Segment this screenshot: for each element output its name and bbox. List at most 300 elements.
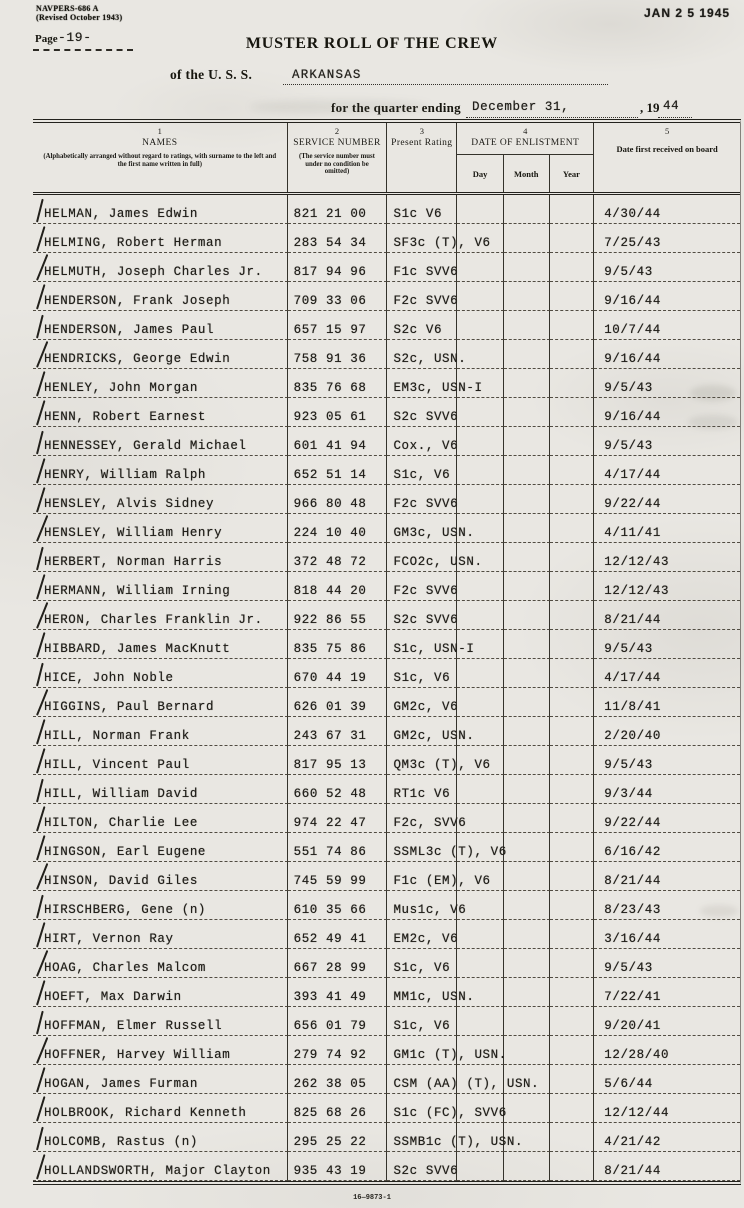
column-number: 2 (334, 126, 340, 136)
subcolumn-year: Year (562, 168, 580, 179)
present-rating-cell (387, 920, 457, 949)
present-rating: S2c SVV6 (393, 613, 459, 627)
muster-table-body (33, 195, 740, 1181)
year-prefix: , 19 (640, 100, 660, 115)
column-title: DATE OF ENLISTMENT (471, 138, 580, 148)
date-first-received: 11/8/41 (604, 700, 661, 714)
service-number-cell (288, 1007, 388, 1036)
service-number-cell (288, 717, 388, 746)
service-number: 601 41 94 (293, 439, 367, 453)
date-received-cell (594, 543, 740, 572)
table-row (33, 630, 740, 659)
date-received-cell (594, 1036, 740, 1065)
crew-member-name: HIRSCHBERG, Gene (n) (44, 903, 207, 917)
enlistment-month-cell (504, 195, 550, 224)
enlistment-year-cell (550, 1007, 594, 1036)
present-rating-cell (387, 1065, 540, 1094)
enlistment-day-cell (457, 311, 504, 340)
table-row (33, 833, 740, 862)
crew-member-name: HELMUTH, Joseph Charles Jr. (44, 265, 263, 279)
ship-name: ARKANSAS (292, 68, 362, 82)
subcolumn-month: Month (504, 155, 550, 192)
enlistment-year-cell (550, 978, 594, 1007)
service-number-cell (288, 601, 388, 630)
present-rating: S2c, USN. (393, 352, 467, 366)
service-number: 818 44 20 (293, 584, 367, 598)
present-rating: S2c V6 (393, 323, 443, 337)
quarter-date-line (466, 117, 638, 118)
page-label: Page (35, 33, 58, 45)
present-rating-cell (387, 340, 467, 369)
column-title: NAMES (142, 138, 178, 148)
present-rating: SF3c (T), V6 (393, 236, 491, 250)
date-received-cell (594, 340, 740, 369)
date-first-received: 8/21/44 (604, 874, 661, 888)
table-row (33, 775, 740, 804)
present-rating-cell (387, 572, 457, 601)
date-first-received: 8/21/44 (604, 1164, 661, 1178)
checkmark-icon (36, 1127, 44, 1151)
enlistment-month-cell (504, 224, 550, 253)
present-rating-cell (387, 949, 457, 978)
enlistment-year-cell (550, 1123, 594, 1152)
date-received-cell (594, 398, 740, 427)
date-received-cell (594, 949, 740, 978)
table-row (33, 427, 740, 456)
enlistment-month-cell (504, 717, 550, 746)
table-row (33, 572, 740, 601)
column-number: 1 (157, 126, 162, 136)
column-number: 4 (523, 126, 528, 136)
name-cell (33, 224, 288, 253)
crew-member-name: HELMAN, James Edwin (44, 207, 198, 221)
date-received-cell (594, 1152, 740, 1181)
table-row (33, 920, 740, 949)
present-rating: F2c SVV6 (393, 294, 459, 308)
present-rating-cell (387, 1094, 507, 1123)
present-rating: F2c SVV6 (393, 497, 459, 511)
date-first-received: 9/16/44 (604, 294, 661, 308)
enlistment-year-cell (550, 427, 594, 456)
table-row (33, 543, 740, 572)
column-header-date-first-received (594, 123, 740, 192)
crew-member-name: HOLBROOK, Richard Kenneth (44, 1106, 247, 1120)
date-received-cell (594, 804, 740, 833)
present-rating-cell (387, 833, 507, 862)
date-first-received: 7/22/41 (604, 990, 661, 1004)
date-first-received: 12/12/43 (604, 584, 670, 598)
enlistment-year-cell (550, 195, 594, 224)
present-rating: EM3c, USN-I (393, 381, 483, 395)
service-number: 817 95 13 (293, 758, 367, 772)
enlistment-day-cell (457, 485, 504, 514)
service-number: 974 22 47 (293, 816, 367, 830)
service-number-cell (288, 485, 388, 514)
present-rating: GM2c, V6 (393, 700, 459, 714)
date-received-cell (594, 1094, 740, 1123)
date-first-received: 9/22/44 (604, 816, 661, 830)
service-number: 652 51 14 (293, 468, 367, 482)
enlistment-year-cell (550, 1094, 594, 1123)
service-number-cell (288, 1152, 388, 1181)
name-cell (33, 862, 288, 891)
service-number: 295 25 22 (293, 1135, 367, 1149)
table-row (33, 311, 740, 340)
name-cell (33, 456, 288, 485)
date-received-cell (594, 601, 740, 630)
date-received-cell (594, 688, 740, 717)
service-number-cell (288, 195, 388, 224)
date-received-cell (594, 717, 740, 746)
name-cell (33, 601, 288, 630)
crew-member-name: HELMING, Robert Herman (44, 236, 223, 250)
date-first-received: 9/16/44 (604, 352, 661, 366)
service-number: 670 44 19 (293, 671, 367, 685)
service-number: 923 05 61 (293, 410, 367, 424)
present-rating: S1c, V6 (393, 671, 451, 685)
enlistment-day-cell (457, 659, 504, 688)
crew-member-name: HOEFT, Max Darwin (44, 990, 182, 1004)
enlistment-day-cell (457, 688, 504, 717)
enlistment-month-cell (504, 1036, 550, 1065)
table-row (33, 659, 740, 688)
date-received-cell (594, 746, 740, 775)
table-row (33, 485, 740, 514)
present-rating-cell (387, 224, 491, 253)
table-row (33, 514, 740, 543)
present-rating: S1c (FC), SVV6 (393, 1106, 507, 1120)
checkmark-icon (36, 315, 44, 339)
present-rating-cell (387, 398, 457, 427)
enlistment-year-cell (550, 485, 594, 514)
name-cell (33, 804, 288, 833)
service-number-cell (288, 543, 388, 572)
name-cell (33, 630, 288, 659)
service-number-cell (288, 398, 388, 427)
service-number-cell (288, 514, 388, 543)
service-number: 372 48 72 (293, 555, 367, 569)
present-rating-cell (387, 514, 475, 543)
crew-member-name: HIBBARD, James MacKnutt (44, 642, 231, 656)
present-rating: S1c, USN-I (393, 642, 475, 656)
service-number: 745 59 99 (293, 874, 367, 888)
service-number-cell (288, 688, 388, 717)
present-rating-cell (387, 746, 491, 775)
date-first-received: 9/3/44 (604, 787, 653, 801)
table-row (33, 340, 740, 369)
service-number: 656 01 79 (293, 1019, 367, 1033)
present-rating-cell (387, 775, 457, 804)
date-received-cell (594, 630, 740, 659)
name-cell (33, 659, 288, 688)
crew-member-name: HOFFMAN, Elmer Russell (44, 1019, 223, 1033)
checkmark-icon (36, 779, 44, 803)
crew-member-name: HENDERSON, James Paul (44, 323, 215, 337)
column-header-service-number (288, 123, 388, 192)
enlistment-year-cell (550, 253, 594, 282)
enlistment-year-cell (550, 775, 594, 804)
service-number-cell (288, 659, 388, 688)
present-rating: F2c SVV6 (393, 584, 459, 598)
enlistment-year-cell (550, 688, 594, 717)
enlistment-year-cell (550, 949, 594, 978)
enlistment-day-cell (457, 949, 504, 978)
checkmark-icon (36, 431, 44, 455)
table-row (33, 253, 740, 282)
enlistment-month-cell (504, 891, 550, 920)
enlistment-day-cell (457, 572, 504, 601)
present-rating: EM2c, V6 (393, 932, 459, 946)
name-cell (33, 1036, 288, 1065)
name-cell (33, 340, 288, 369)
enlistment-day-cell (457, 427, 504, 456)
date-received-cell (594, 775, 740, 804)
enlistment-year-cell (550, 1065, 594, 1094)
name-cell (33, 1123, 288, 1152)
service-number-cell (288, 427, 388, 456)
enlistment-year-cell (550, 920, 594, 949)
enlistment-year-cell (550, 601, 594, 630)
name-cell (33, 572, 288, 601)
form-number-stamp (36, 4, 122, 22)
date-received-cell (594, 253, 740, 282)
enlistment-year-cell (550, 717, 594, 746)
present-rating: MM1c, USN. (393, 990, 475, 1004)
enlistment-month-cell (504, 630, 550, 659)
checkmark-icon (36, 663, 44, 687)
present-rating: CSM (AA) (T), USN. (393, 1077, 540, 1091)
present-rating-cell (387, 1036, 507, 1065)
table-row (33, 1065, 740, 1094)
column-title: SERVICE NUMBER (293, 138, 381, 148)
service-number: 758 91 36 (293, 352, 367, 366)
service-number: 817 94 96 (293, 265, 367, 279)
date-received-cell (594, 224, 740, 253)
present-rating: QM3c (T), V6 (393, 758, 491, 772)
enlistment-month-cell (504, 340, 550, 369)
name-cell (33, 1094, 288, 1123)
service-number-cell (288, 862, 388, 891)
present-rating: GM3c, USN. (393, 526, 475, 540)
enlistment-month-cell (504, 427, 550, 456)
name-cell (33, 485, 288, 514)
date-first-received: 4/17/44 (604, 671, 661, 685)
enlistment-month-cell (504, 456, 550, 485)
table-header (33, 123, 740, 195)
table-row (33, 978, 740, 1007)
service-number: 262 38 05 (293, 1077, 367, 1091)
present-rating: SSML3c (T), V6 (393, 845, 507, 859)
present-rating-cell (387, 543, 483, 572)
date-received-cell (594, 1123, 740, 1152)
table-row (33, 1152, 740, 1181)
enlistment-month-cell (504, 978, 550, 1007)
present-rating: F1c (EM), V6 (393, 874, 491, 888)
service-number: 660 52 48 (293, 787, 367, 801)
enlistment-month-cell (504, 1094, 550, 1123)
date-received-cell (594, 862, 740, 891)
crew-member-name: HILL, Norman Frank (44, 729, 190, 743)
enlistment-month-cell (504, 1152, 550, 1181)
present-rating: RT1c V6 (393, 787, 451, 801)
service-number-cell (288, 833, 388, 862)
date-first-received: 7/25/43 (604, 236, 661, 250)
date-received-cell (594, 891, 740, 920)
date-received-cell (594, 311, 740, 340)
crew-member-name: HERBERT, Norman Harris (44, 555, 223, 569)
date-first-received: 12/12/44 (604, 1106, 670, 1120)
present-rating-cell (387, 195, 457, 224)
service-number-cell (288, 369, 388, 398)
table-row (33, 746, 740, 775)
present-rating-cell (387, 369, 483, 398)
date-received-cell (594, 427, 740, 456)
enlistment-year-cell (550, 659, 594, 688)
enlistment-month-cell (504, 572, 550, 601)
crew-member-name: HOFFNER, Harvey William (44, 1048, 231, 1062)
date-first-received: 8/23/43 (604, 903, 661, 917)
date-first-received: 4/17/44 (604, 468, 661, 482)
name-cell (33, 833, 288, 862)
service-number-cell (288, 572, 388, 601)
date-first-received: 4/30/44 (604, 207, 661, 221)
service-number: 667 28 99 (293, 961, 367, 975)
service-number: 551 74 86 (293, 845, 367, 859)
date-first-received: 6/16/42 (604, 845, 661, 859)
crew-member-name: HENSLEY, William Henry (44, 526, 223, 540)
crew-member-name: HINSON, David Giles (44, 874, 198, 888)
enlistment-year-cell (550, 543, 594, 572)
service-number-cell (288, 920, 388, 949)
year-line (658, 117, 692, 118)
column-title: Date first received on board (616, 144, 718, 154)
service-number: 610 35 66 (293, 903, 367, 917)
enlistment-day-cell (457, 920, 504, 949)
enlistment-month-cell (504, 543, 550, 572)
date-received-cell (594, 572, 740, 601)
present-rating: S1c, V6 (393, 1019, 451, 1033)
date-first-received: 2/20/40 (604, 729, 661, 743)
date-first-received: 9/16/44 (604, 410, 661, 424)
table-row (33, 601, 740, 630)
enlistment-header-top (457, 123, 593, 155)
crew-member-name: HOLCOMB, Rastus (n) (44, 1135, 198, 1149)
name-cell (33, 949, 288, 978)
date-first-received: 8/21/44 (604, 613, 661, 627)
present-rating-cell (387, 485, 457, 514)
enlistment-month-cell (504, 253, 550, 282)
enlistment-month-cell (504, 282, 550, 311)
crew-member-name: HIRT, Vernon Ray (44, 932, 174, 946)
muster-roll-table (33, 119, 741, 1185)
date-received-cell (594, 485, 740, 514)
column-number: 5 (665, 126, 670, 136)
service-number-cell (288, 1123, 388, 1152)
name-cell (33, 978, 288, 1007)
service-number-cell (288, 949, 388, 978)
service-number: 279 74 92 (293, 1048, 367, 1062)
present-rating-cell (387, 717, 475, 746)
checkmark-icon (36, 199, 44, 223)
service-number: 922 86 55 (293, 613, 367, 627)
present-rating: SSMB1c (T), USN. (393, 1135, 524, 1149)
service-number-cell (288, 1065, 388, 1094)
name-cell (33, 1007, 288, 1036)
table-row (33, 804, 740, 833)
column-header-names (33, 123, 288, 192)
service-number: 709 33 06 (293, 294, 367, 308)
present-rating-cell (387, 862, 491, 891)
enlistment-year-cell (550, 224, 594, 253)
enlistment-month-cell (504, 688, 550, 717)
enlistment-year-cell (550, 311, 594, 340)
service-number-cell (288, 630, 388, 659)
date-received-cell (594, 195, 740, 224)
date-received-cell (594, 1065, 740, 1094)
service-number-cell (288, 224, 388, 253)
date-first-received: 12/12/43 (604, 555, 670, 569)
date-first-received: 9/5/43 (604, 758, 653, 772)
present-rating: S2c SVV6 (393, 410, 459, 424)
service-number: 657 15 97 (293, 323, 367, 337)
enlistment-day-cell (457, 456, 504, 485)
crew-member-name: HILL, William David (44, 787, 198, 801)
crew-member-name: HENN, Robert Earnest (44, 410, 207, 424)
service-number-cell (288, 340, 388, 369)
enlistment-day-cell (457, 195, 504, 224)
enlistment-month-cell (504, 746, 550, 775)
enlistment-day-cell (457, 775, 504, 804)
service-number: 243 67 31 (293, 729, 367, 743)
column-subtitle: (The service number must under no condition be omitted) (298, 153, 375, 175)
ship-line-label: of the U. S. S. (170, 67, 253, 82)
date-first-received: 4/11/41 (604, 526, 661, 540)
enlistment-year-cell (550, 340, 594, 369)
present-rating-cell (387, 311, 457, 340)
present-rating-cell (387, 1152, 457, 1181)
service-number: 935 43 19 (293, 1164, 367, 1178)
enlistment-year-cell (550, 891, 594, 920)
enlistment-year-cell (550, 369, 594, 398)
date-received-cell (594, 456, 740, 485)
enlistment-day-cell (457, 253, 504, 282)
service-number: 821 21 00 (293, 207, 367, 221)
service-number-cell (288, 775, 388, 804)
enlistment-month-cell (504, 862, 550, 891)
column-header-present-rating (387, 123, 457, 192)
crew-member-name: HENRY, William Ralph (44, 468, 207, 482)
date-received-cell (594, 369, 740, 398)
table-row (33, 949, 740, 978)
present-rating: F1c SVV6 (393, 265, 459, 279)
enlistment-month-cell (504, 485, 550, 514)
service-number-cell (288, 456, 388, 485)
name-cell (33, 746, 288, 775)
enlistment-year-cell (550, 398, 594, 427)
name-cell (33, 1152, 288, 1181)
present-rating-cell (387, 1123, 524, 1152)
name-cell (33, 282, 288, 311)
table-row (33, 282, 740, 311)
crew-member-name: HILTON, Charlie Lee (44, 816, 198, 830)
crew-member-name: HERON, Charles Franklin Jr. (44, 613, 263, 627)
enlistment-month-cell (504, 1007, 550, 1036)
enlistment-day-cell (457, 1152, 504, 1181)
date-received-cell (594, 282, 740, 311)
present-rating-cell (387, 427, 457, 456)
present-rating-cell (387, 601, 457, 630)
enlistment-month-cell (504, 775, 550, 804)
